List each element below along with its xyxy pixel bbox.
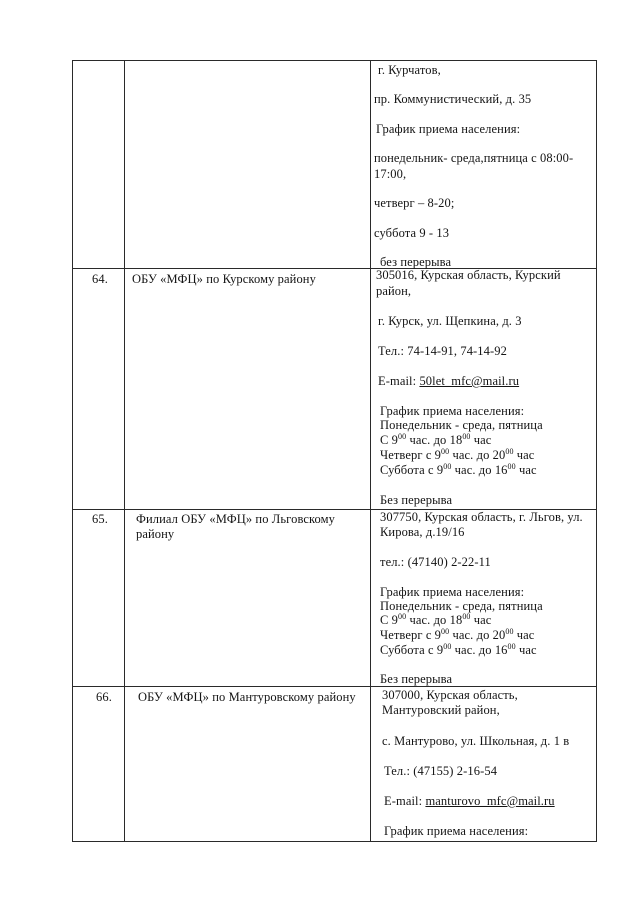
row65-number: 65. [92, 512, 108, 526]
table-border-right [596, 60, 597, 842]
row63-address-line: г. Курчатов, [378, 63, 441, 77]
table-top-border [72, 60, 597, 61]
row66-name: ОБУ «МФЦ» по Мантуровскому району [138, 690, 356, 704]
row64-email-link[interactable]: 50let_mfc@mail.ru [419, 374, 520, 388]
row63-schedule-line: понедельник- среда,пятница с 08:00- [374, 151, 574, 165]
row65-name-line: Филиал ОБУ «МФЦ» по Льговскому [136, 512, 336, 526]
row66-email-link[interactable]: manturovo_mfc@mail.ru [425, 794, 555, 808]
table-divider-number [124, 60, 125, 842]
row-divider-66 [72, 686, 597, 687]
row65-schedule-line: Суббота с $9^{00}$ час. до $16^{00}$ час [380, 642, 537, 657]
row65-schedule-weekdays: Понедельник - среда, пятница [380, 599, 543, 613]
row65-schedule-heading: График приема населения: [380, 585, 525, 599]
row64-schedule-heading: График приема населения: [380, 404, 525, 418]
table-bottom-border [72, 841, 597, 842]
row63-schedule-line: четверг – 8-20; [374, 196, 455, 210]
row63-schedule-line: 17:00, [374, 167, 407, 181]
row66-address-line: Мантуровский район, [382, 703, 500, 717]
row65-schedule-line: С $9^{00}$ час. до $18^{00}$ час [380, 612, 492, 627]
row63-schedule-heading: График приема населения: [376, 122, 521, 136]
row64-schedule-line: Суббота с $9^{00}$ час. до $16^{00}$ час [380, 462, 537, 477]
row64-email-label: E-mail: [378, 374, 417, 388]
row65-phone: тел.: (47140) 2-22-11 [380, 555, 491, 569]
row66-email-label: E-mail: [384, 794, 423, 808]
row66-number: 66. [96, 690, 112, 704]
row64-schedule-line: С $9^{00}$ час. до $18^{00}$ час [380, 432, 492, 447]
row64-address-line: 305016, Курская область, Курский [376, 268, 561, 282]
row66-schedule-heading: График приема населения: [384, 824, 529, 838]
row64-email-row [378, 374, 519, 389]
row64-schedule-weekdays: Понедельник - среда, пятница [380, 418, 543, 432]
row66-email-row [384, 794, 555, 809]
table-border-left [72, 60, 73, 842]
row65-address-line: Кирова, д.19/16 [380, 525, 465, 539]
row65-name-line: району [136, 527, 175, 541]
row64-phone: Тел.: 74-14-91, 74-14-92 [378, 344, 507, 358]
row63-break-note: без перерыва [380, 255, 452, 269]
row65-schedule-line: Четверг с $9^{00}$ час. до $20^{00}$ час [380, 627, 535, 642]
row65-address-line: 307750, Курская область, г. Льгов, ул. [380, 510, 583, 524]
row64-break-note: Без перерыва [380, 493, 453, 507]
row63-schedule-line: суббота 9 - 13 [374, 226, 450, 240]
row64-name: ОБУ «МФЦ» по Курскому району [132, 272, 316, 286]
row64-number: 64. [92, 272, 108, 286]
table-divider-name [370, 60, 371, 842]
row65-break-note: Без перерыва [380, 672, 453, 686]
row64-address-line: район, [376, 284, 412, 298]
row64-address-line: г. Курск, ул. Щепкина, д. 3 [378, 314, 522, 328]
row63-address-line: пр. Коммунистический, д. 35 [374, 92, 532, 106]
row66-address-line: 307000, Курская область, [382, 688, 518, 702]
row66-address-line: с. Мантурово, ул. Школьная, д. 1 в [382, 734, 570, 748]
row66-phone: Тел.: (47155) 2-16-54 [384, 764, 498, 778]
row64-schedule-line: Четверг с $9^{00}$ час. до $20^{00}$ час [380, 447, 535, 462]
